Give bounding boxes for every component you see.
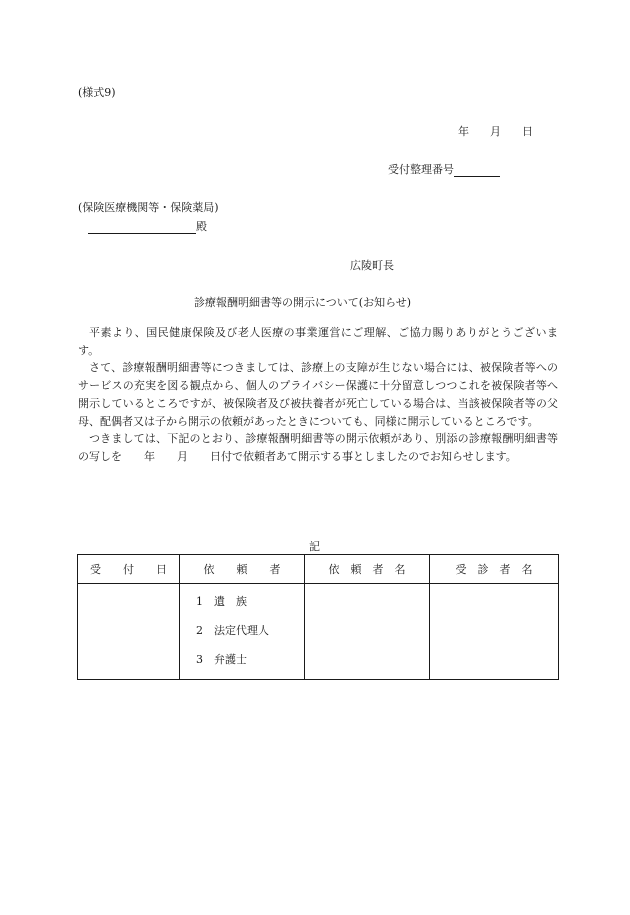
notice-month: 月: [177, 449, 188, 463]
requester-option-family[interactable]: [196, 592, 304, 621]
requester-options: [180, 584, 304, 679]
paragraph-explanation: さて、診療報酬明細書等につきましては、診療上の支障が生じない場合には、被保険者等へのサービスの充実を図る観点から、個人のプライバシー保護に十分留意しつつこれを被保険者等へ開示しているところですが、被保険者及び被扶養者が死亡している場合は、当該被保険者等の父母、配偶者又は子から開示の依頼があったときについても、同様に開示しているところです。: [78, 361, 558, 428]
ki-heading: 記: [309, 540, 320, 553]
option-number: 1: [196, 595, 203, 608]
addressee-line: [88, 218, 207, 234]
cell-patient-name[interactable]: [430, 584, 559, 680]
form-number: (様式9): [78, 86, 116, 99]
paragraph-greeting: 平素より、国民健康保険及び老人医療の事業運営にご理解、ご協力賜りありがとうございます。: [78, 326, 558, 357]
issuer: 広陵町長: [350, 259, 394, 272]
institution-label: (保険医療機関等・保険薬局): [78, 201, 219, 214]
cell-requester-name[interactable]: [305, 584, 430, 680]
document-title: 診療報酬明細書等の開示について(お知らせ): [194, 296, 412, 309]
date-day: 日: [522, 125, 533, 138]
table-row: [78, 584, 559, 680]
option-number: 3: [196, 653, 203, 666]
receipt-number: [388, 161, 500, 177]
header-patient-name: 受 診 者 名: [430, 555, 559, 584]
option-label: 法定代理人: [214, 624, 269, 637]
option-label: 弁護士: [214, 653, 247, 666]
notice-part2: 日付で依頼者あて開示する事としましたのでお知らせします。: [210, 449, 517, 463]
cell-reception-date[interactable]: [78, 584, 180, 680]
honorific: 殿: [196, 220, 207, 233]
table-header-row: [78, 555, 559, 584]
paragraph-notice: [78, 430, 558, 465]
date-line: [458, 123, 533, 139]
header-reception-date: 受 付 日: [78, 555, 180, 584]
requester-option-lawyer[interactable]: [196, 650, 304, 679]
header-requester: 依 頼 者: [180, 555, 305, 584]
date-month: 月: [490, 125, 501, 138]
addressee-name-field[interactable]: [88, 221, 196, 234]
option-number: 2: [196, 624, 203, 637]
body-text: [78, 324, 558, 466]
receipt-number-field[interactable]: [454, 165, 500, 177]
notice-year: 年: [144, 449, 155, 463]
disclosure-table: [77, 554, 559, 680]
header-requester-name: 依 頼 者 名: [305, 555, 430, 584]
notice-part1: つきましては、下記のとおり、診療報酬明細書等の開示依頼があり、別添の診療報酬明細書等の写しを: [78, 432, 558, 463]
date-year: 年: [458, 125, 469, 138]
receipt-number-label: 受付整理番号: [388, 163, 454, 176]
requester-option-legal-representative[interactable]: [196, 621, 304, 650]
option-label: 遺 族: [214, 595, 247, 608]
cell-requester: [180, 584, 305, 680]
